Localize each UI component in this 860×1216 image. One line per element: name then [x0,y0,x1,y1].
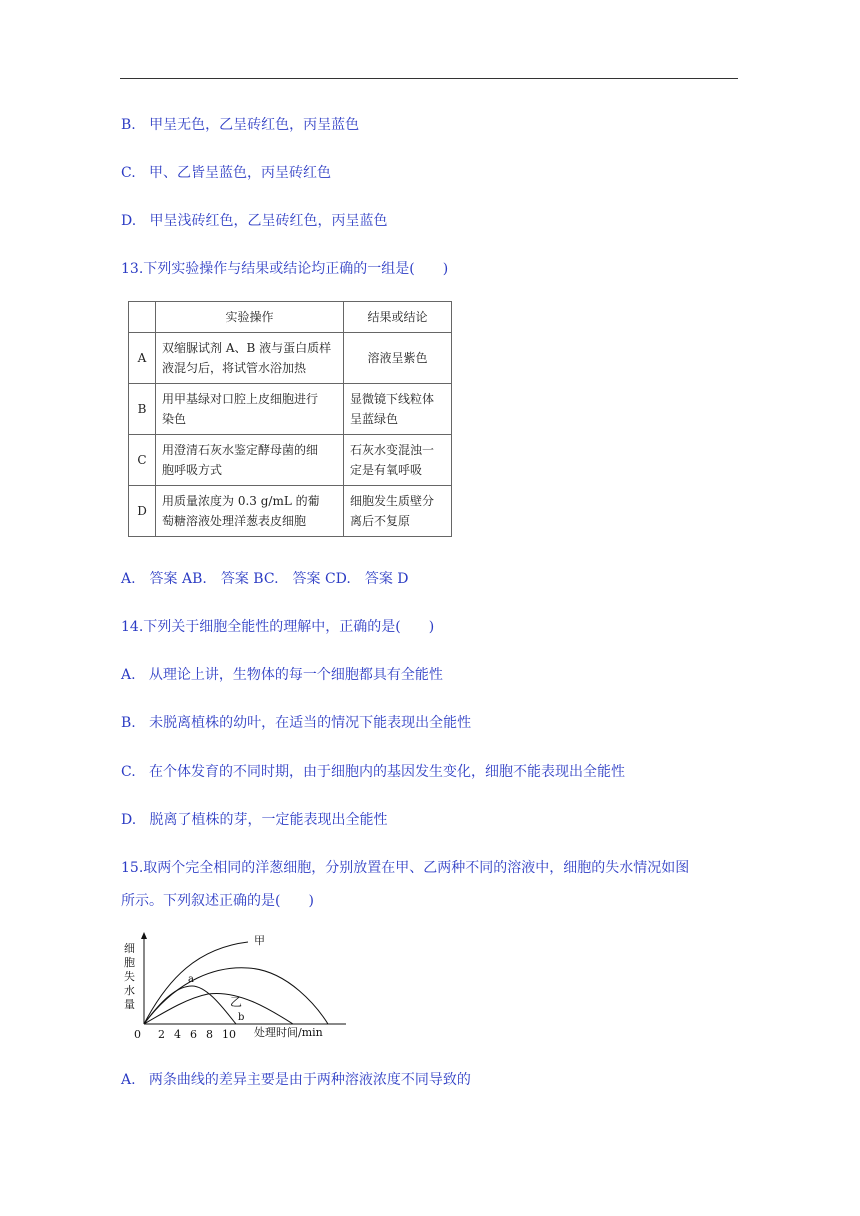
x-axis-label: 处理时间/min [254,1026,323,1039]
table-row: C 用澄清石灰水鉴定酵母菌的细 胞呼吸方式 石灰水变混浊一 定是有氧呼吸 [129,435,452,486]
q12-option-c[interactable]: C. 甲、乙皆呈蓝色，丙呈砖红色 [121,165,332,181]
x-tick-label: 2 [158,1028,165,1041]
q13-answer-options[interactable]: A. 答案 AB. 答案 BC. 答案 CD. 答案 D [121,571,409,587]
x-tick-label: 6 [190,1028,197,1041]
experiment-table [128,301,452,537]
point-label-b: b [238,1012,245,1023]
x-tick-label: 8 [206,1028,213,1041]
q15-option-a[interactable]: A. 两条曲线的差异主要是由于两种溶液浓度不同导致的 [121,1072,471,1088]
table-row: D 用质量浓度为 0.3 g/mL 的葡 萄糖溶液处理洋葱表皮细胞 细胞发生质壁分 离后不复原 [129,486,452,537]
point-label-a: a [188,974,194,985]
x-tick-label: 4 [174,1028,181,1041]
q15-stem-line2: 所示。下列叙述正确的是( ) [121,893,314,909]
y-axis-label-4: 水 [124,984,135,997]
water-loss-graph [118,928,358,1048]
q14-option-d[interactable]: D. 脱离了植株的芽，一定能表现出全能性 [121,812,388,828]
header-rule [120,78,738,79]
y-axis-label-2: 胞 [124,956,135,969]
q14-option-c[interactable]: C. 在个体发育的不同时期，由于细胞内的基因发生变化，细胞不能表现出全能性 [121,764,626,780]
origin-label: 0 [134,1028,141,1041]
table-header-blank [129,302,156,333]
q15-stem-line1: 15.取两个完全相同的洋葱细胞，分别放置在甲、乙两种不同的溶液中，细胞的失水情况如图 [121,860,690,876]
x-tick-label: 10 [222,1028,236,1041]
curve-jia [144,942,248,1024]
table-header-operation: 实验操作 [156,302,344,333]
y-axis-label-5: 量 [124,998,135,1011]
q14-stem: 14.下列关于细胞全能性的理解中，正确的是( ) [121,619,435,635]
curve-label-yi: 乙 [230,995,243,1009]
q14-option-a[interactable]: A. 从理论上讲，生物体的每一个细胞都具有全能性 [121,667,443,683]
curve-yi [144,986,236,1024]
table-header-result: 结果或结论 [344,302,452,333]
q13-stem: 13.下列实验操作与结果或结论均正确的一组是( ) [121,261,449,277]
table-row: B 用甲基绿对口腔上皮细胞进行 染色 显微镜下线粒体 呈蓝绿色 [129,384,452,435]
q14-option-b[interactable]: B. 未脱离植株的幼叶，在适当的情况下能表现出全能性 [121,715,472,731]
q12-option-d[interactable]: D. 甲呈浅砖红色，乙呈砖红色，丙呈蓝色 [121,213,388,229]
y-axis-label-1: 细 [124,942,135,955]
table-row: A 双缩脲试剂 A、B 液与蛋白质样 液混匀后，将试管水浴加热 溶液呈紫色 [129,333,452,384]
y-axis-arrow [141,932,147,939]
y-axis-label-3: 失 [124,970,135,983]
curve-label-jia: 甲 [254,934,265,947]
q12-option-b[interactable]: B. 甲呈无色，乙呈砖红色，丙呈蓝色 [121,117,360,133]
